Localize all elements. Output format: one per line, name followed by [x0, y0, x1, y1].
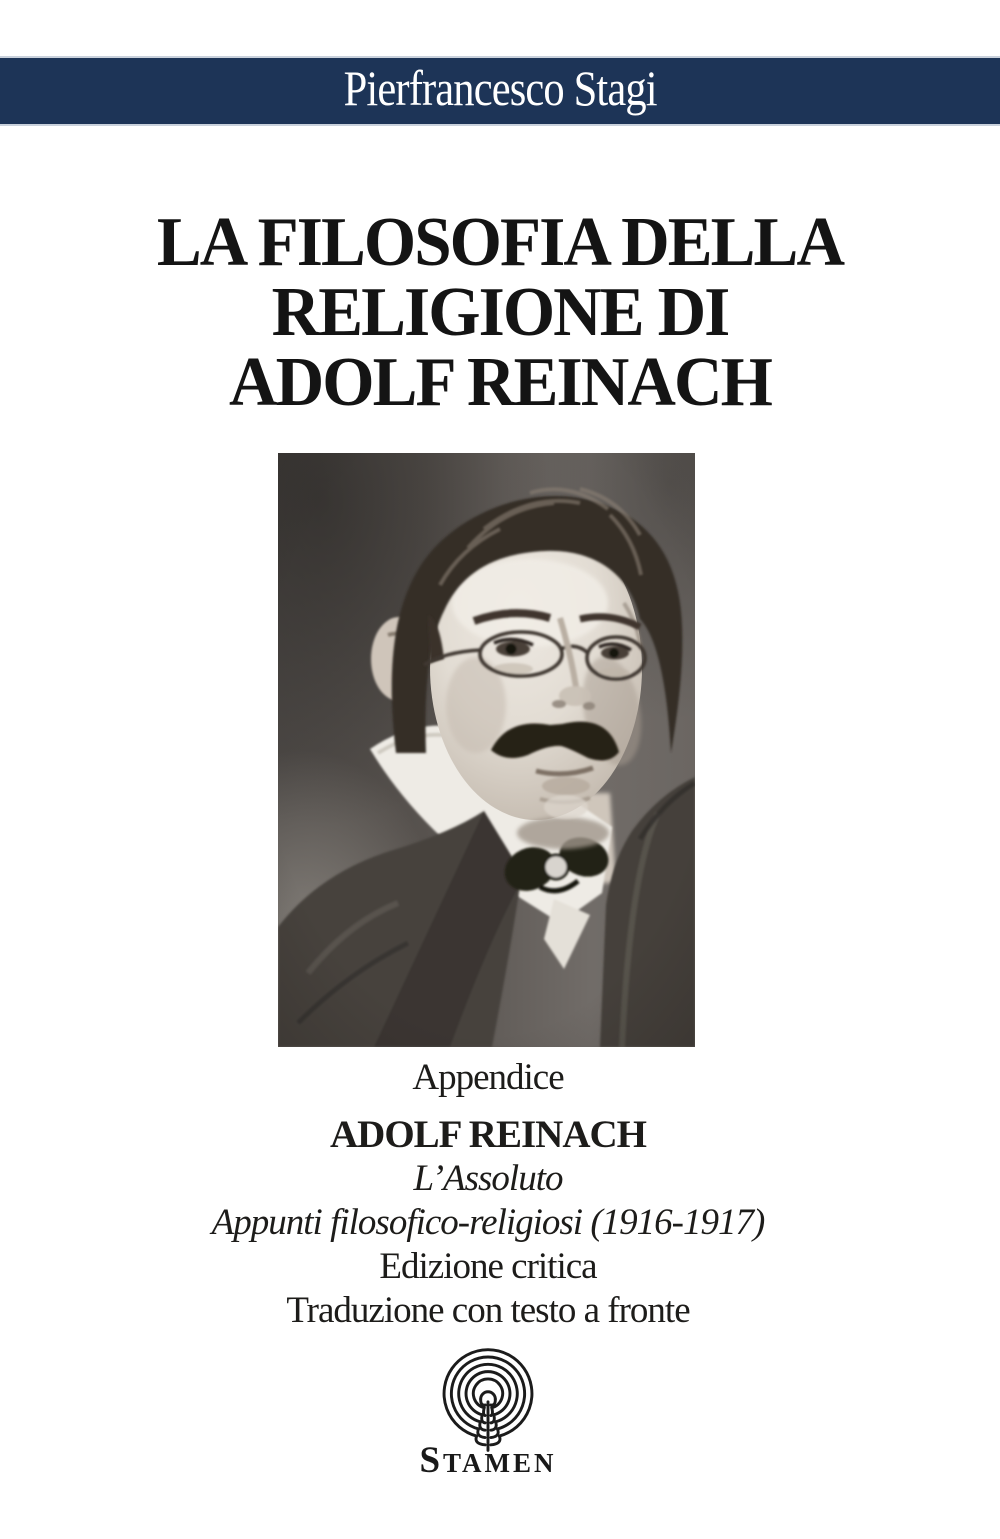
- appendix-work-title: L’Assoluto: [413, 1158, 563, 1199]
- labyrinth-logo-icon: [440, 1346, 536, 1454]
- appendix-label: Appendice: [412, 1057, 564, 1098]
- appendix-block: [0, 1056, 976, 1333]
- appendix-subtitle: Appunti filosofico-religiosi (1916-1917): [211, 1202, 765, 1243]
- title-line-2: RELIGIONE DI: [271, 274, 729, 351]
- book-title: [0, 204, 1000, 421]
- title-line-1: LA FILOSOFIA DELLA: [156, 204, 844, 281]
- appendix-author: ADOLF REINACH: [330, 1113, 646, 1156]
- author-name: Pierfrancesco Stagi: [343, 60, 657, 116]
- author-band: [0, 56, 1000, 126]
- publisher-name-rest: TAMEN: [443, 1448, 557, 1478]
- title-line-3: ADOLF REINACH: [229, 344, 771, 421]
- publisher-mark: [0, 1346, 976, 1485]
- photo-vignette: [278, 453, 695, 1047]
- portrait-image: [278, 453, 695, 1047]
- appendix-edition: Edizione critica: [379, 1246, 597, 1287]
- publisher-name: [0, 1440, 976, 1485]
- portrait-photo: [278, 453, 695, 1047]
- publisher-name-initial: S: [419, 1440, 444, 1481]
- appendix-translation: Traduzione con testo a fronte: [286, 1290, 690, 1331]
